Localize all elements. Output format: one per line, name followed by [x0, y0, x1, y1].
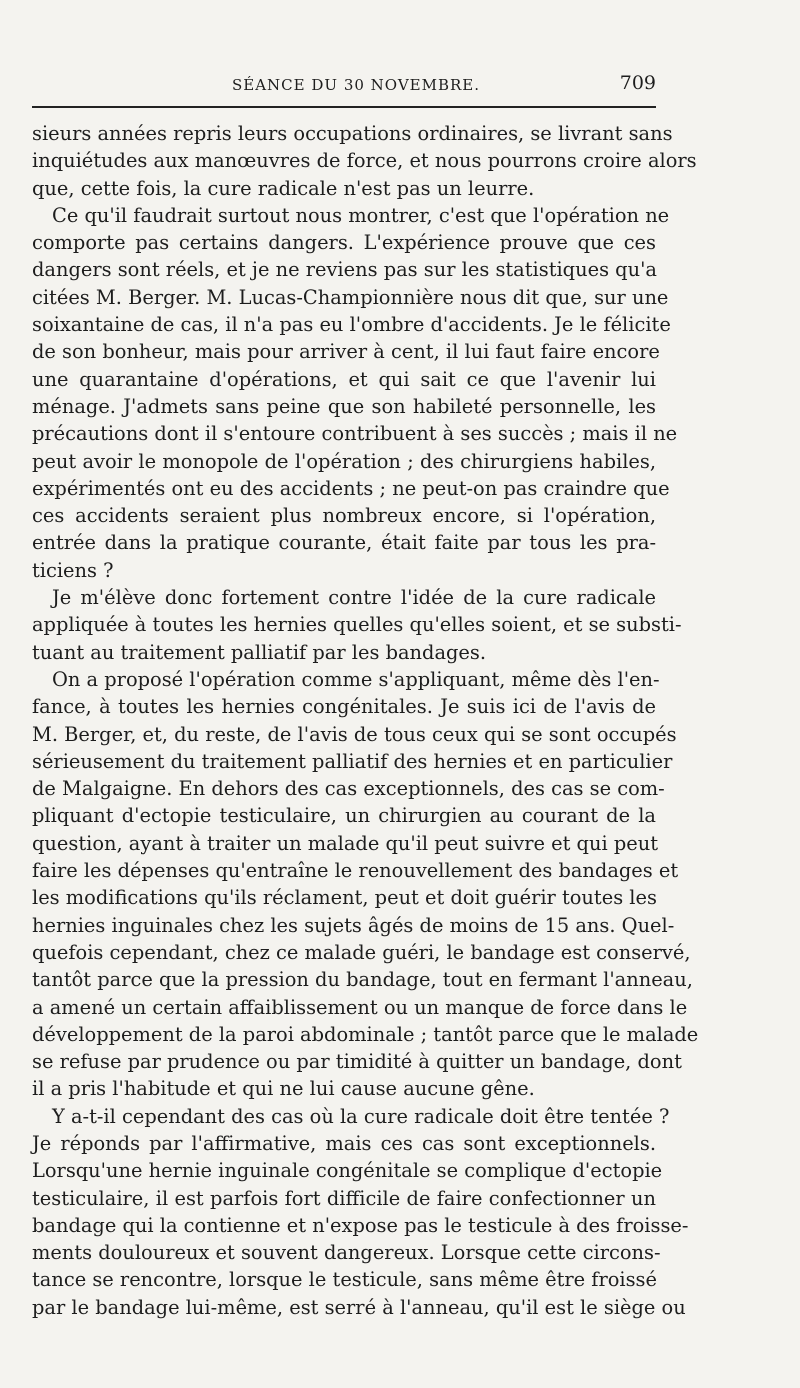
header-rule	[32, 106, 656, 108]
text-line: peut avoir le monopole de l'opération ; des chirurgiens habiles,	[32, 449, 656, 473]
text-line: Je réponds par l'affirmative, mais ces cas sont exceptionnels.	[32, 1131, 656, 1155]
text-line: testiculaire, il est parfois fort difficile de faire confectionner un	[32, 1186, 656, 1210]
text-line: Je m'élève donc fortement contre l'idée de la cure radicale	[52, 586, 656, 610]
text-line: tance se rencontre, lorsque le testicule, sans même être froissé	[32, 1268, 657, 1292]
text-line: question, ayant à traiter un malade qu'il peut suivre et qui peut	[32, 831, 658, 855]
text-line: de son bonheur, mais pour arriver à cent, il lui faut faire encore	[32, 340, 660, 364]
text-line: M. Berger, et, du reste, de l'avis de tous ceux qui se sont occupés	[32, 722, 677, 746]
text-line: a amené un certain affaiblissement ou un manque de force dans le	[32, 995, 688, 1019]
text-line: hernies inguinales chez les sujets âgés de moins de 15 ans. Quel-	[32, 913, 675, 937]
text-line: ces accidents seraient plus nombreux encore, si l'opération,	[32, 504, 656, 528]
text-line: faire les dépenses qu'entraîne le renouvellement des bandages et	[32, 859, 679, 883]
text-line: Ce qu'il faudrait surtout nous montrer, c'est que l'opération ne	[52, 203, 670, 227]
text-line: entrée dans la pratique courante, était faite par tous les pra-	[32, 531, 656, 555]
page-number: 709	[619, 72, 656, 94]
text-line: appliquée à toutes les hernies quelles qu'elles soient, et se substi-	[32, 613, 682, 637]
page-header	[32, 70, 656, 104]
text-line: comporte pas certains dangers. L'expérience prouve que ces	[32, 231, 656, 255]
text-line: par le bandage lui-même, est serré à l'anneau, qu'il est le siège ou	[32, 1295, 686, 1319]
text-line: inquiétudes aux manœuvres de force, et nous pourrons croire alors	[32, 149, 697, 173]
text-line: Lorsqu'une hernie inguinale congénitale se complique d'ectopie	[32, 1159, 663, 1183]
text-line: ticiens ?	[32, 558, 114, 582]
text-line: fance, à toutes les hernies congénitales. Je suis ici de l'avis de	[32, 695, 656, 719]
text-line: il a pris l'habitude et qui ne lui cause aucune gêne.	[32, 1077, 535, 1101]
body-text	[32, 120, 699, 1321]
text-line: expérimentés ont eu des accidents ; ne peut-on pas craindre que	[32, 476, 670, 500]
running-title: SÉANCE DU 30 NOVEMBRE.	[232, 76, 481, 94]
text-line: soixantaine de cas, il n'a pas eu l'ombre d'accidents. Je le félicite	[32, 313, 671, 337]
text-line: citées M. Berger. M. Lucas-Championnière nous dit que, sur une	[32, 285, 669, 309]
text-line: quefois cependant, chez ce malade guéri, le bandage est conservé,	[32, 940, 691, 964]
text-line: dangers sont réels, et je ne reviens pas sur les statistiques qu'a	[32, 258, 657, 282]
text-line: développement de la paroi abdominale ; tantôt parce que le malade	[32, 1022, 699, 1046]
text-line: de Malgaigne. En dehors des cas exceptionnels, des cas se com-	[32, 777, 665, 801]
text-line: On a proposé l'opération comme s'appliquant, même dès l'en-	[52, 667, 660, 691]
text-line: Y a-t-il cependant des cas où la cure radicale doit être tentée ?	[52, 1104, 670, 1128]
text-line: bandage qui la contienne et n'expose pas le testicule à des froisse-	[32, 1213, 689, 1237]
text-line: précautions dont il s'entoure contribuent à ses succès ; mais il ne	[32, 422, 678, 446]
text-line: sieurs années repris leurs occupations ordinaires, se livrant sans	[32, 122, 673, 145]
text-line: les modifications qu'ils réclament, peut et doit guérir toutes les	[32, 886, 657, 910]
text-line: que, cette fois, la cure radicale n'est pas un leurre.	[32, 176, 535, 200]
text-line: tuant au traitement palliatif par les bandages.	[32, 640, 487, 664]
text-line: une quarantaine d'opérations, et qui sait ce que l'avenir lui	[32, 367, 656, 391]
text-line: ménage. J'admets sans peine que son habileté personnelle, les	[32, 394, 656, 418]
text-line: ments douloureux et souvent dangereux. Lorsque cette circons-	[32, 1241, 661, 1265]
text-line: tantôt parce que la pression du bandage, tout en fermant l'anneau,	[32, 968, 693, 992]
text-line: pliquant d'ectopie testiculaire, un chirurgien au courant de la	[32, 804, 656, 828]
text-line: se refuse par prudence ou par timidité à quitter un bandage, dont	[32, 1050, 682, 1074]
text-line: sérieusement du traitement palliatif des hernies et en particulier	[32, 749, 673, 773]
